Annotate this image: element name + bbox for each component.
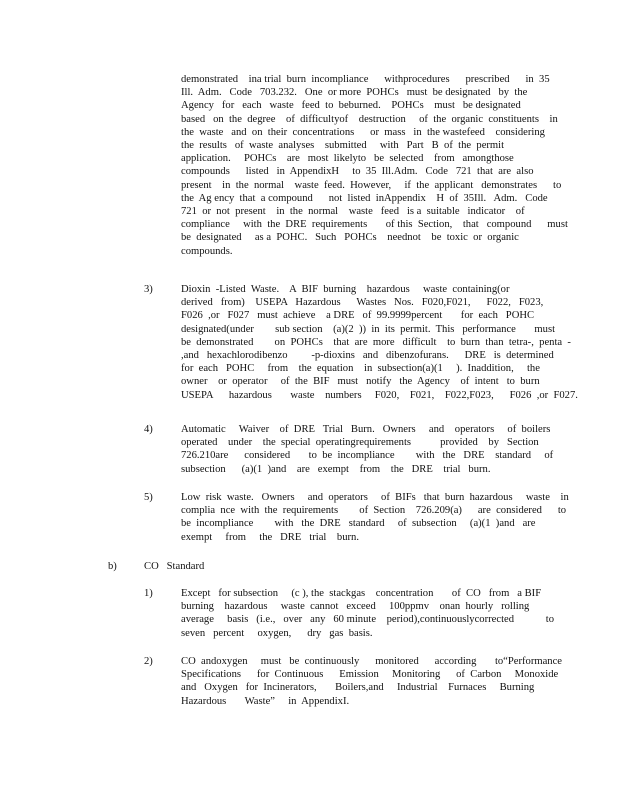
- text-line: Dioxin -Listed Waste. A BIF burning hazardous waste containing(or: [181, 284, 510, 295]
- text-line: ,and hexachlorodibenzo -p-dioxins and dibenzofurans. DRE is determined: [181, 350, 554, 361]
- item-number: 5): [144, 492, 153, 503]
- text-line: Ill. Adm. Code 703.232. One or more POHCs must be designated by the: [181, 87, 528, 99]
- text-line: derived from) USEPA Hazardous Wastes Nos. F020,F021, F022, F023,: [181, 297, 544, 309]
- text-line: compounds listed in AppendixH to 35 Ill.Adm. Code 721 that are also: [181, 166, 534, 178]
- section-heading: CO Standard: [144, 561, 205, 572]
- text-line: exempt from the DRE trial burn.: [181, 531, 359, 543]
- text-line: be demonstrated on POHCs that are more difficult to burn than tetra-, penta -: [181, 336, 571, 348]
- text-line: for each POHC from the equation in subsection(a)(1 ). Inaddition, the: [181, 363, 540, 375]
- section-letter: b): [108, 561, 117, 572]
- text-line: designated(under sub section (a)(2 )) in its permit. This performance must: [181, 323, 556, 335]
- text-line: CO andoxygen must be continuously monitored according to“Performance: [181, 656, 563, 667]
- text-line: and Oxygen for Incinerators, Boilers,and Industrial Furnaces Burning: [181, 682, 535, 694]
- text-line: be designated as a POHC. Such POHCs neednot be toxic or organic: [181, 232, 519, 244]
- text-line: 721 or not present in the normal waste feed is a suitable indicator of: [181, 206, 525, 217]
- text-line: Hazardous Waste” in AppendixI.: [181, 695, 350, 707]
- text-line: Except for subsection (c ), the stackgas concentration of CO from a BIF: [181, 588, 542, 599]
- text-line: owner or operator of the BIF must notify the Agency of intent to burn: [181, 376, 540, 388]
- text-line: demonstrated ina trial burn incompliance withprocedures prescribed in 35: [181, 74, 550, 85]
- item-number: 1): [144, 588, 153, 599]
- text-line: present in the normal waste feed. However, if the applicant demonstrates to: [181, 179, 562, 191]
- text-line: compounds.: [181, 245, 233, 257]
- text-line: based on the degree of difficultyof destruction of the organic constituents in: [181, 113, 558, 125]
- text-line: F026 ,or F027 must achieve a DRE of 99.9999percent for each POHC: [181, 310, 535, 322]
- text-line: Specifications for Continuous Emission Monitoring of Carbon Monoxide: [181, 669, 559, 681]
- text-line: complia nce with the requirements of Section 726.209(a) are considered to: [181, 505, 567, 517]
- text-line: subsection (a)(1 )and are exempt from the DRE trial burn.: [181, 463, 491, 475]
- text-line: USEPA hazardous waste numbers F020, F021, F022,F023, F026 ,or F027.: [181, 389, 578, 401]
- text-line: the Ag ency that a compound not listed inAppendix H of 35Ill. Adm. Code: [181, 192, 548, 204]
- text-line: operated under the special operatingrequirements provided by Section: [181, 437, 539, 449]
- text-line: burning hazardous waste cannot exceed 100ppmv onan hourly rolling: [181, 601, 530, 613]
- text-line: be incompliance with the DRE standard of subsection (a)(1 )and are: [181, 518, 536, 530]
- text-line: compliance with the DRE requirements of this Section, that compound must: [181, 219, 568, 231]
- item-number: 4): [144, 424, 153, 435]
- text-line: 726.210are considered to be incompliance with the DRE standard of: [181, 450, 554, 462]
- text-line: application. POHCs are most likelyto be selected from amongthose: [181, 153, 514, 165]
- item-number: 3): [144, 284, 153, 295]
- text-line: average basis (i.e., over any 60 minute period),continuouslycorrected to: [181, 614, 555, 626]
- text-line: Low risk waste. Owners and operators of BIFs that burn hazardous waste in: [181, 492, 569, 503]
- text-line: the waste and on their concentrations or mass in the wastefeed considering: [181, 126, 545, 138]
- text-line: seven percent oxygen, dry gas basis.: [181, 627, 373, 639]
- item-number: 2): [144, 656, 153, 667]
- text-line: the results of waste analyses submitted with Part B of the permit: [181, 140, 505, 151]
- text-line: Agency for each waste feed to beburned. POHCs must be designated: [181, 100, 521, 112]
- text-line: Automatic Waiver of DRE Trial Burn. Owners and operators of boilers: [181, 424, 551, 435]
